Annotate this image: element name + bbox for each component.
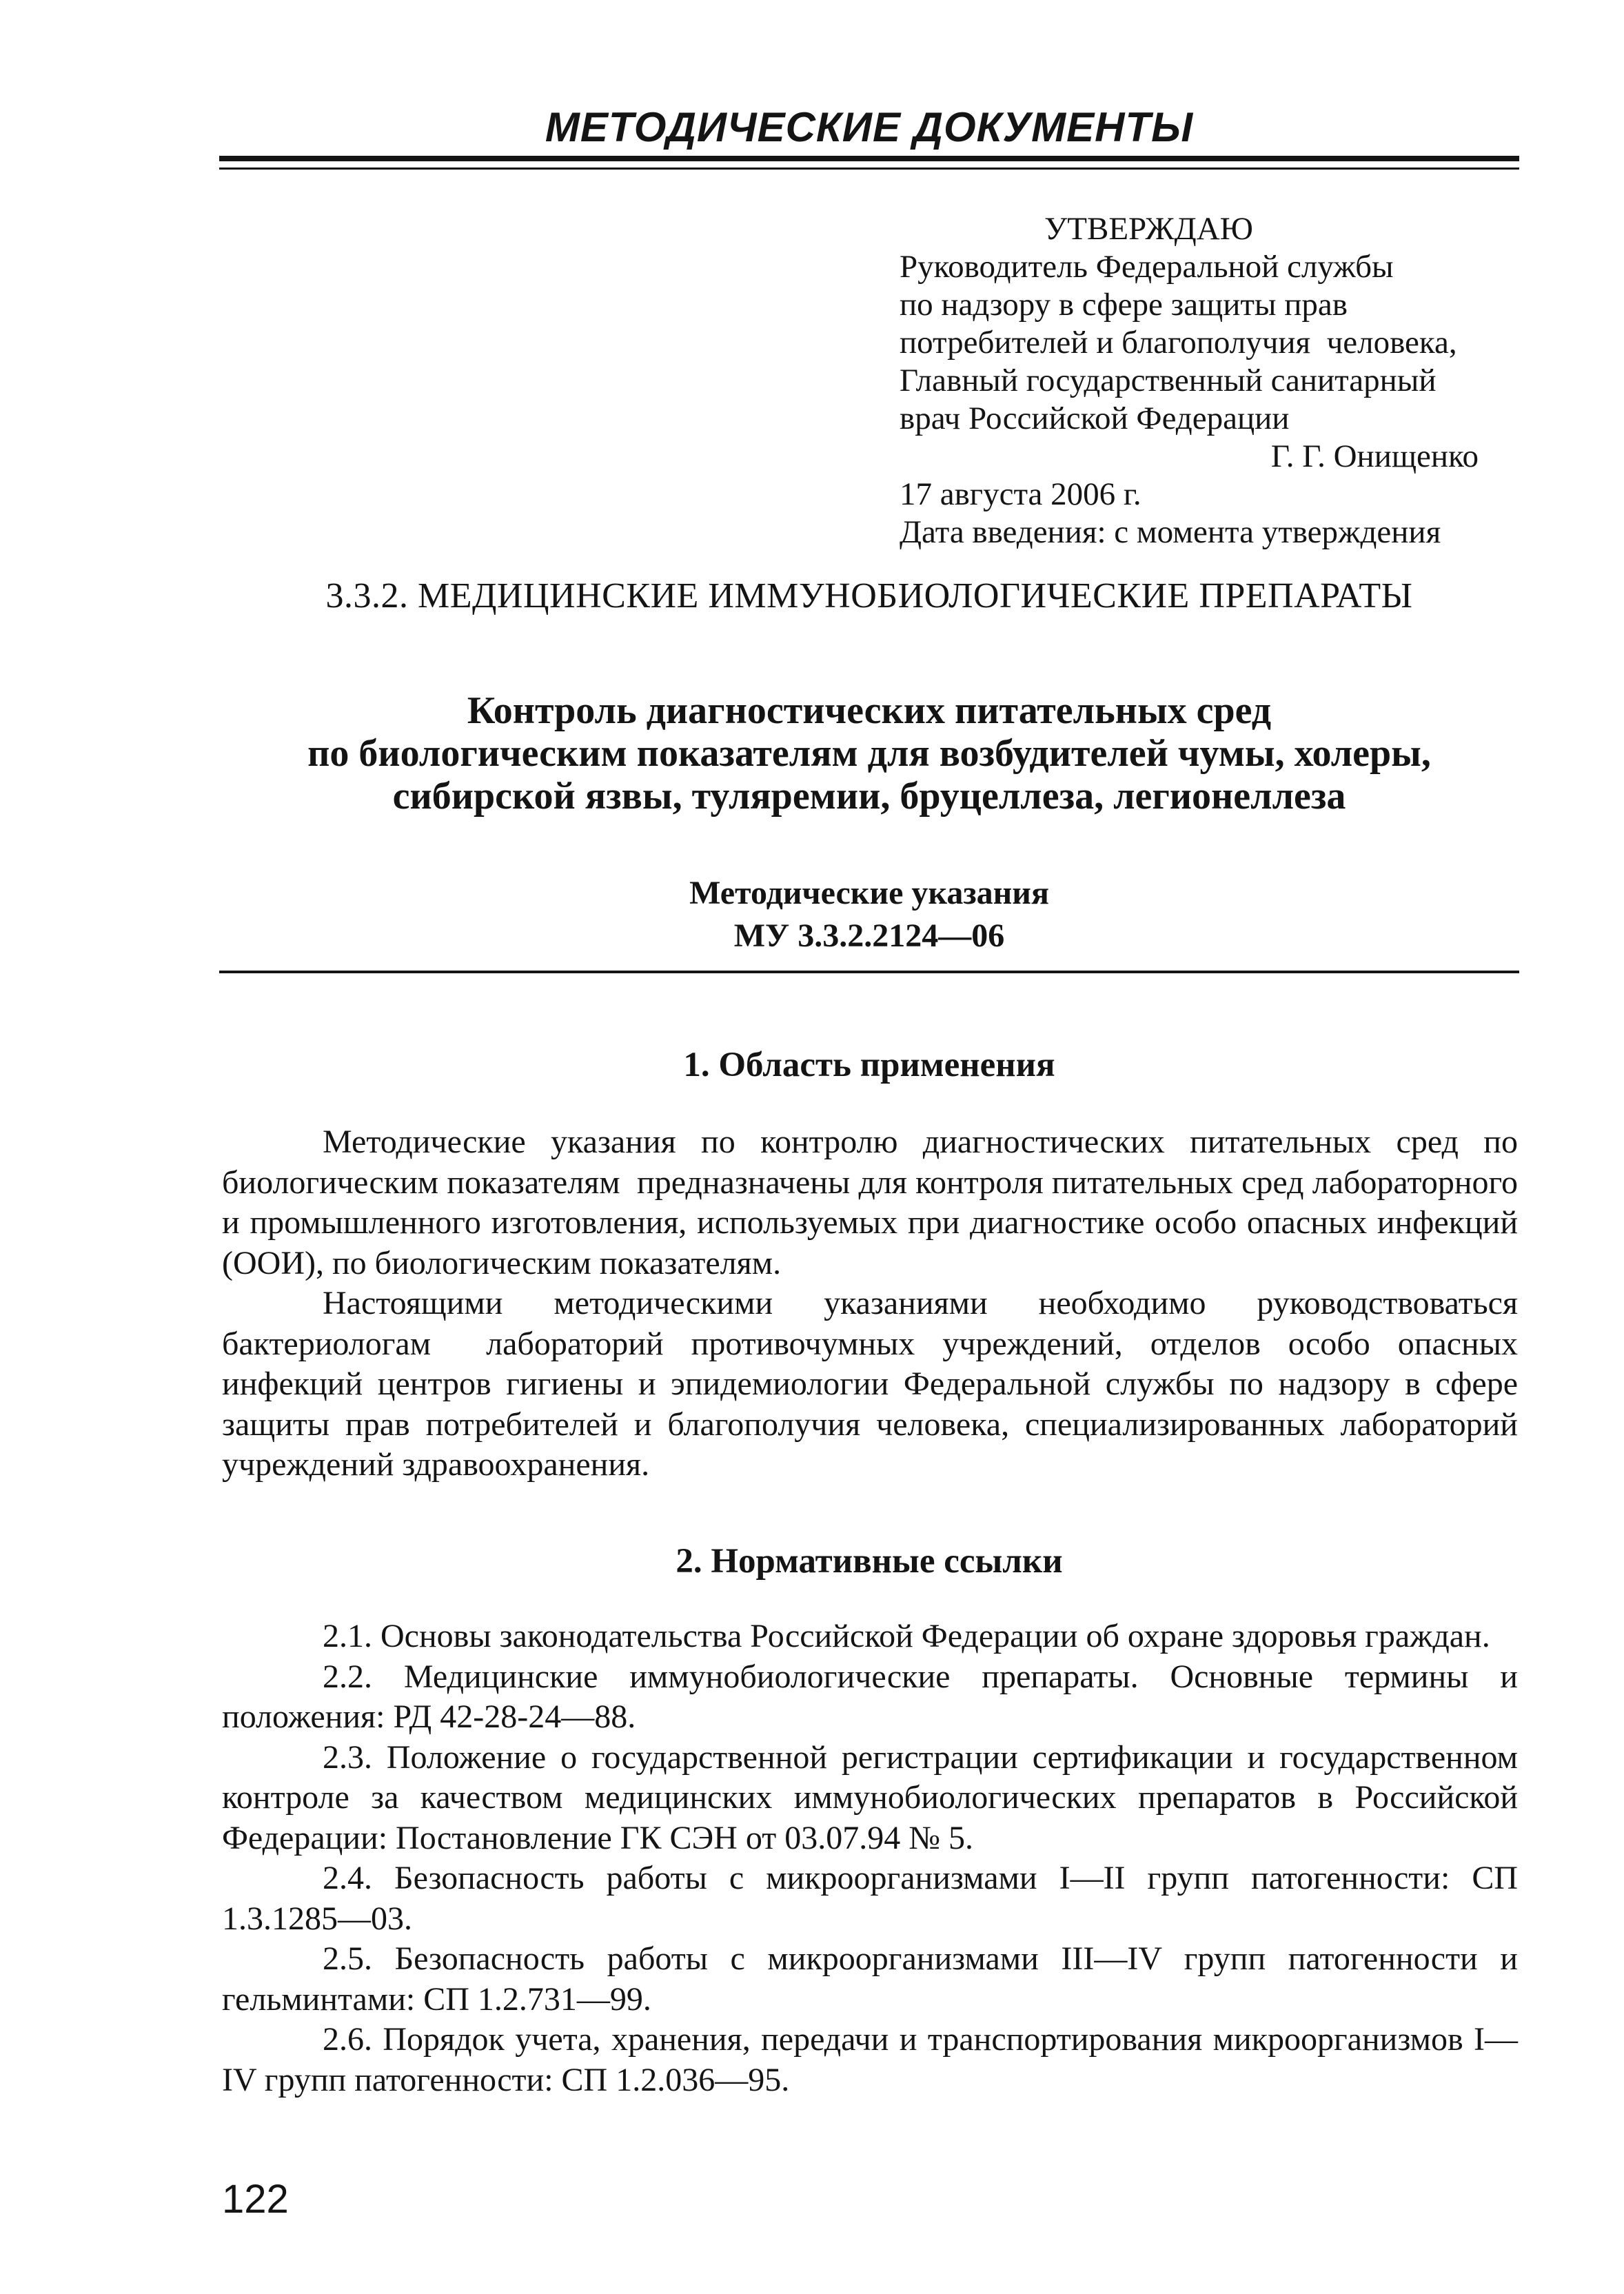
section-code: 3.3.2. МЕДИЦИНСКИЕ ИММУНОБИОЛОГИЧЕСКИЕ ПРЕПАРАТЫ xyxy=(325,576,1413,616)
document-title-line: сибирской язвы, туляремии, бруцеллеза, легионеллеза xyxy=(392,775,1346,818)
header-rule-thick xyxy=(219,156,1519,161)
document-type-block xyxy=(219,872,1519,957)
paragraph: Настоящими методическими указаниями необходимо руководствоваться бактериологам лабораторий противочумных учреждений, отделов особо опасных инфекций центров гигиены и эпидемиологии Федеральной службы по надзору в сфере защиты прав потребителей и благополучия человека, специализированных лабораторий учреждений здравоохранения. xyxy=(222,1285,1526,1483)
header-rule-thin xyxy=(219,168,1519,170)
approval-line: потребителей и благополучия человека, xyxy=(900,325,1457,361)
document-title-line: по биологическим показателям для возбудителей чумы, холеры, xyxy=(307,732,1431,775)
reference-item: 2.1. Основы законодательства Российской Федерации об охране здоровья граждан. xyxy=(323,1618,1490,1654)
document-number: МУ 3.3.2.2124—06 xyxy=(733,917,1005,954)
page-number: 122 xyxy=(222,2177,289,2222)
approval-line: Руководитель Федеральной службы xyxy=(900,249,1394,285)
section-body-scope xyxy=(222,1122,1526,1485)
approval-heading: УТВЕРЖДАЮ xyxy=(1044,211,1253,247)
reference-item: 2.5. Безопасность работы с микроорганизмами III—IV групп патогенности и гельминтами: СП 1.2.731—99. xyxy=(222,1940,1518,2018)
approval-line: Главный государственный санитарный xyxy=(900,363,1437,398)
approval-effective-date: Дата введения: с момента утверждения xyxy=(900,514,1441,550)
approval-date: 17 августа 2006 г. xyxy=(900,476,1141,512)
section-heading: 1. Область применения xyxy=(683,1046,1055,1084)
document-title-line: Контроль диагностических питательных сред xyxy=(467,689,1272,732)
approval-signer: Г. Г. Онищенко xyxy=(1270,438,1479,474)
approval-block xyxy=(900,210,1506,551)
approval-line: по надзору в сфере защиты прав xyxy=(900,287,1348,323)
paragraph: Методические указания по контролю диагностических питательных сред по биологическим показателям предназначены для контроля питательных сред лабораторного и промышленного изготовления, используемых при диагностике особо опасных инфекций (ООИ), по биологическим показателям. xyxy=(222,1124,1526,1281)
reference-item: 2.2. Медицинские иммунобиологические препараты. Основные термины и положения: РД 42-28-24—88. xyxy=(222,1658,1518,1735)
document-type: Методические указания xyxy=(689,875,1049,911)
reference-item: 2.4. Безопасность работы с микроорганизмами I—II групп патогенности: СП 1.3.1285—03. xyxy=(222,1860,1518,1937)
title-divider xyxy=(219,971,1519,973)
section-heading: 2. Нормативные ссылки xyxy=(676,1542,1063,1581)
document-title xyxy=(219,689,1519,818)
running-header: МЕТОДИЧЕСКИЕ ДОКУМЕНТЫ xyxy=(545,104,1194,150)
reference-item: 2.3. Положение о государственной регистрации сертификации и государственном контроле за качеством медицинских иммунобиологических препаратов в Российской Федерации: Постановление ГК СЭН от 03.07.94 № 5. xyxy=(222,1738,1518,1856)
approval-line: врач Российской Федерации xyxy=(900,400,1290,436)
section-body-references xyxy=(222,1616,1518,2100)
reference-item: 2.6. Порядок учета, хранения, передачи и транспортирования микроорганизмов I—IV групп патогенности: СП 1.2.036—95. xyxy=(222,2021,1518,2098)
